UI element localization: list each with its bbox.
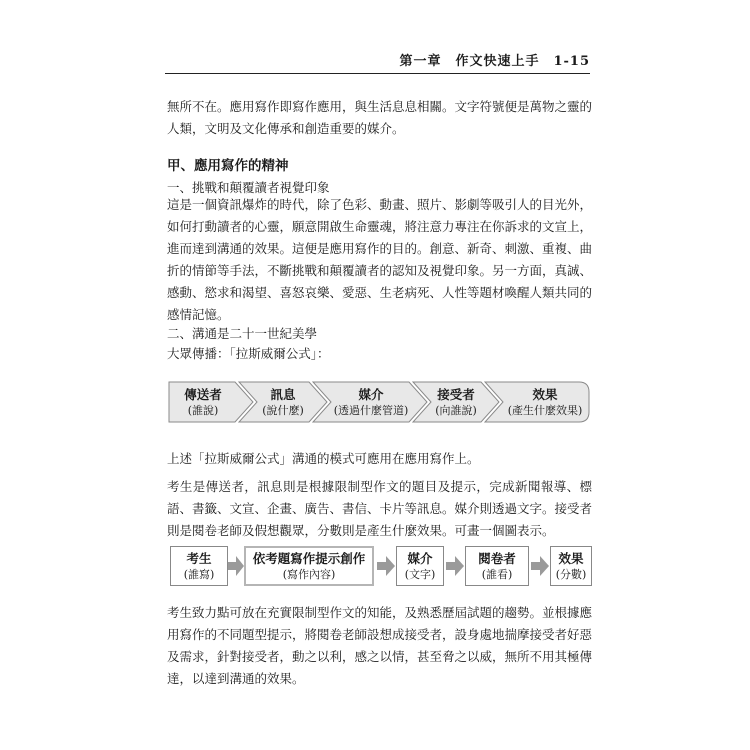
header-rule <box>165 73 590 74</box>
box-main-label: 媒介 <box>407 550 433 566</box>
subsection-1-body: 這是一個資訊爆炸的時代，除了色彩、動畫、照片、影劇等吸引人的目光外，如何打動讀者的心靈，願意開啟生命靈魂，將注意力專注在你訴求的文宣上，進而達到溝通的效果。這便是應用寫作的目的。創意、新奇、刺激、重複、曲折的情節等手法，不斷挑戰和顛覆讀者的認知及視覺印象。另一方面，真誠、感動、慾求和渴望、喜怒哀樂、愛惡、生老病死、人性等題材喚醒人類共同的感情記憶。 <box>167 197 593 322</box>
right-arrow-icon <box>446 556 464 576</box>
exam-box-medium <box>396 546 444 586</box>
step-main-label: 效果 <box>532 386 558 402</box>
box-main-label: 依考題寫作提示創作 <box>252 550 366 566</box>
chapter-page-label: 第一章 作文快速上手 1-15 <box>399 54 590 69</box>
box-sub-label: (分數) <box>555 567 587 581</box>
exam-box-writing <box>244 546 374 586</box>
section-title: 甲、應用寫作的精神 <box>167 158 289 174</box>
paragraph-exam-explanation: 考生是傳送者，訊息則是根據限制型作文的題目及提示，完成新聞報導、標語、書籤、文宣、企畫、廣告、書信、卡片等訊息。媒介則透過文字。接受者則是閱卷老師及假想觀眾，分數則是產生什麼效果。可畫一個圖表示。 <box>167 479 593 538</box>
lasswell-step-effect <box>483 380 591 424</box>
step-sub-label: (透過什麼管道) <box>333 403 409 417</box>
right-arrow-icon <box>228 556 244 576</box>
paragraph-final: 考生致力點可放在充實限制型作文的知能，及熟悉歷屆試題的趨勢。並根據應用寫作的不同題型提示，將閱卷老師設想成接受者，設身處地揣摩接受者好惡及需求，針對接受者，動之以利，感之以情，甚至脅之以威，無所不用其極傳達，以達到溝通的效果。 <box>167 605 593 686</box>
box-main-label: 效果 <box>558 550 584 566</box>
step-sub-label: (說什麼) <box>262 403 304 417</box>
running-header <box>165 50 590 74</box>
formula-intro: 大眾傳播：「拉斯威爾公式」： <box>167 346 330 361</box>
paragraph-formula-application: 上述「拉斯威爾公式」溝通的模式可應用在應用寫作上。 <box>167 451 480 466</box>
right-arrow-icon <box>531 556 549 576</box>
step-sub-label: (產生什麼效果) <box>507 403 583 417</box>
box-main-label: 考生 <box>186 550 212 566</box>
box-sub-label: (文字) <box>404 567 436 581</box>
step-main-label: 媒介 <box>358 386 384 402</box>
exam-box-grader <box>465 546 529 586</box>
box-main-label: 閱卷者 <box>478 550 516 566</box>
box-sub-label: (誰寫) <box>183 567 215 581</box>
exam-box-score <box>550 546 592 586</box>
exam-flow-diagram <box>167 546 592 590</box>
box-sub-label: (誰看) <box>481 567 513 581</box>
lasswell-flow-diagram <box>167 380 592 424</box>
step-main-label: 接受者 <box>437 386 475 402</box>
subsection-1-title: 一、挑戰和顛覆讀者視覺印象 <box>167 180 330 195</box>
subsection-2-title: 二、溝通是二十一世紀美學 <box>167 326 318 341</box>
box-sub-label: (寫作內容) <box>282 567 336 581</box>
step-main-label: 訊息 <box>270 386 296 402</box>
step-sub-label: (向誰說) <box>435 403 477 417</box>
step-sub-label: (誰說) <box>187 403 219 417</box>
exam-box-candidate <box>170 546 228 586</box>
step-main-label: 傳送者 <box>184 386 222 402</box>
intro-paragraph: 無所不在。應用寫作即寫作應用，與生活息息相關。文字符號便是萬物之靈的人類，文明及文化傳承和創造重要的媒介。 <box>167 99 593 136</box>
right-arrow-icon <box>377 556 395 576</box>
